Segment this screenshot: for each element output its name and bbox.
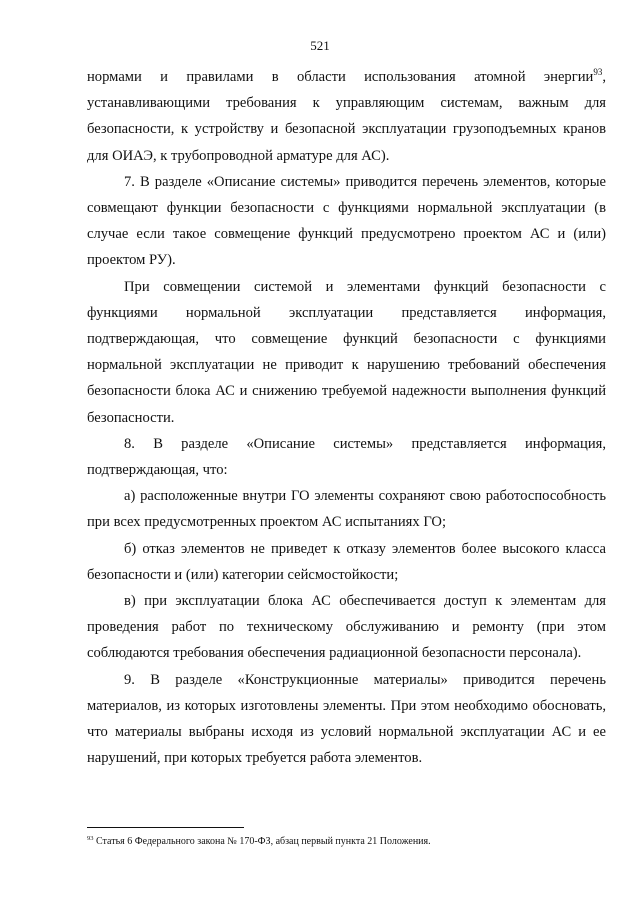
footnote — [87, 835, 606, 849]
list-item-v: в) при эксплуатации блока АС обеспечивается доступ к элементам для проведения работ по техническому обслуживанию и ремонту (при этом соблюдаются требования обеспечения радиационной безопасности персонала). — [87, 593, 606, 662]
list-item-a: а) расположенные внутри ГО элементы сохраняют свою работоспособность при всех предусмотренных проектом АС испытаниях ГО; — [87, 488, 606, 531]
footnote-reference[interactable]: 93 — [593, 67, 603, 77]
paragraph-item-8: 8. В разделе «Описание системы» представляется информация, подтверждающая, что: — [87, 435, 606, 479]
paragraph-item-7: 7. В разделе «Описание системы» приводится перечень элементов, которые совмещают функции безопасности с функциями нормальной эксплуатации (в случае если такое совмещение функций предусмотрено проектом АС и (или) проектом РУ). — [87, 173, 606, 269]
footnote-mark: 93 — [87, 835, 94, 842]
paragraph-text-after-footnote: , устанавливающими требования к управляющим системам, важным для безопасности, к устройству и безопасной эксплуатации грузоподъемных кранов для ОИАЭ, к трубопроводной арматуре для АС). — [87, 69, 606, 164]
page-number: 521 — [310, 38, 330, 53]
body-text — [87, 64, 606, 771]
paragraph-text: нормами и правилами в области использования атомной энергии — [87, 69, 594, 85]
paragraph-continuation — [87, 64, 606, 169]
paragraph-combined-functions: При совмещении системой и элементами функций безопасности с функциями нормальной эксплуатации представляется информация, подтверждающая, что совмещение функций безопасности с функциями нормальной эксплуатации не приводит к нарушению требований обеспечения безопасности блока АС и снижению требуемой надежности выполнения функций безопасности. — [87, 278, 606, 426]
paragraph-item-9: 9. В разделе «Конструкционные материалы» приводится перечень материалов, из которых изготовлены элементы. При этом необходимо обосновать, что материалы выбраны исходя из условий нормальной эксплуатации АС и ее нарушений, при которых требуется работа элементов. — [87, 671, 606, 767]
footnote-text: Статья 6 Федерального закона № 170-ФЗ, абзац первый пункта 21 Положения. — [93, 836, 431, 847]
footnote-separator — [87, 827, 244, 828]
list-item-b: б) отказ элементов не приведет к отказу элементов более высокого класса безопасности и (или) категории сейсмостойкости; — [87, 540, 606, 583]
